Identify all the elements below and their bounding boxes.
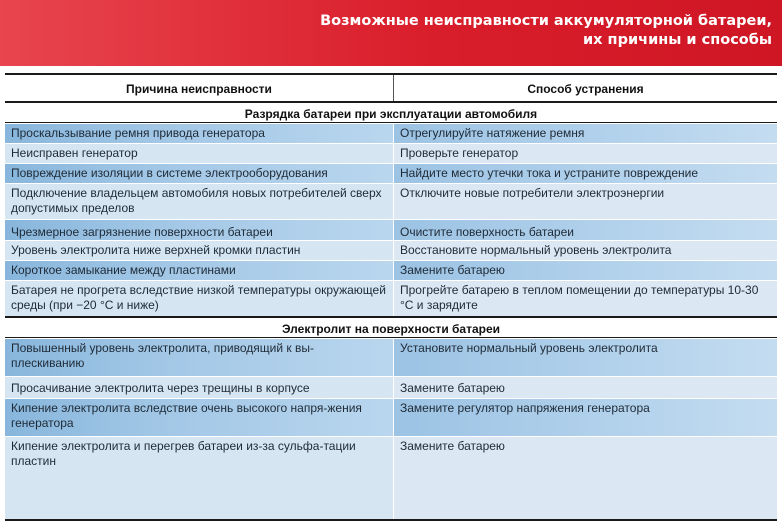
table-row [5, 280, 777, 316]
table-row [5, 260, 777, 280]
cause-cell: Повреждение изоляции в системе электрооборудования [5, 164, 393, 183]
fix-cell: Отключите новые потребители электроэнергии [393, 184, 777, 219]
table-row [5, 398, 777, 436]
fix-cell: Проверьте генератор [393, 144, 777, 163]
fix-cell: Замените батарею [393, 437, 777, 519]
fix-cell: Замените регулятор напряжения генератора [393, 399, 777, 436]
fix-cell: Найдите место утечки тока и устраните повреждение [393, 164, 777, 183]
cause-cell: Подключение владельцем автомобиля новых потребителей сверх допустимых пределов [5, 184, 393, 219]
fix-cell: Замените батарею [393, 377, 777, 398]
fix-cell: Отрегулируйте натяжение ремня [393, 124, 777, 143]
banner-title [172, 12, 772, 50]
faults-table [5, 73, 777, 521]
section-title-row [5, 316, 777, 338]
fix-cell: Замените батарею [393, 261, 777, 280]
fix-cell: Установите нормальный уровень электролита [393, 339, 777, 376]
title-banner [0, 0, 782, 66]
header-fix: Способ устранения [393, 75, 777, 101]
cause-cell: Чрезмерное загрязнение поверхности батареи [5, 220, 393, 240]
cause-cell: Короткое замыкание между пластинами [5, 261, 393, 280]
table-row [5, 123, 777, 143]
table-row [5, 219, 777, 240]
fix-cell: Прогрейте батарею в теплом помещении до температуры 10-30 °С и зарядите [393, 281, 777, 316]
cause-cell: Батарея не прогрета вследствие низкой температуры окружающей среды (при −20 °С и ниже) [5, 281, 393, 316]
table-row [5, 338, 777, 376]
banner-title-line-2: их причины и способы [583, 32, 772, 48]
table-header-row [5, 75, 777, 101]
section-title-row [5, 101, 777, 123]
section-title: Разрядка батареи при эксплуатации автомобиля [244, 107, 538, 121]
table-row [5, 163, 777, 183]
section-title: Электролит на поверхности батареи [281, 322, 501, 336]
fix-cell: Очистите поверхность батареи [393, 220, 777, 240]
cause-cell: Проскальзывание ремня привода генератора [5, 124, 393, 143]
table-row [5, 183, 777, 219]
cause-cell: Кипение электролита и перегрев батареи из-за сульфа-тации пластин [5, 437, 393, 519]
cause-cell: Просачивание электролита через трещины в корпусе [5, 377, 393, 398]
table-row [5, 143, 777, 163]
banner-title-line-1: Возможные неисправности аккумуляторной батареи, [320, 13, 772, 29]
cause-cell: Повышенный уровень электролита, приводящий к вы-плескиванию [5, 339, 393, 376]
header-cause: Причина неисправности [126, 82, 272, 96]
fix-cell: Восстановите нормальный уровень электролита [393, 241, 777, 260]
cause-cell: Уровень электролита ниже верхней кромки пластин [5, 241, 393, 260]
table-row [5, 376, 777, 398]
table-row [5, 240, 777, 260]
cause-cell: Неисправен генератор [5, 144, 393, 163]
table-row [5, 436, 777, 519]
cause-cell: Кипение электролита вследствие очень высокого напря-жения генератора [5, 399, 393, 436]
